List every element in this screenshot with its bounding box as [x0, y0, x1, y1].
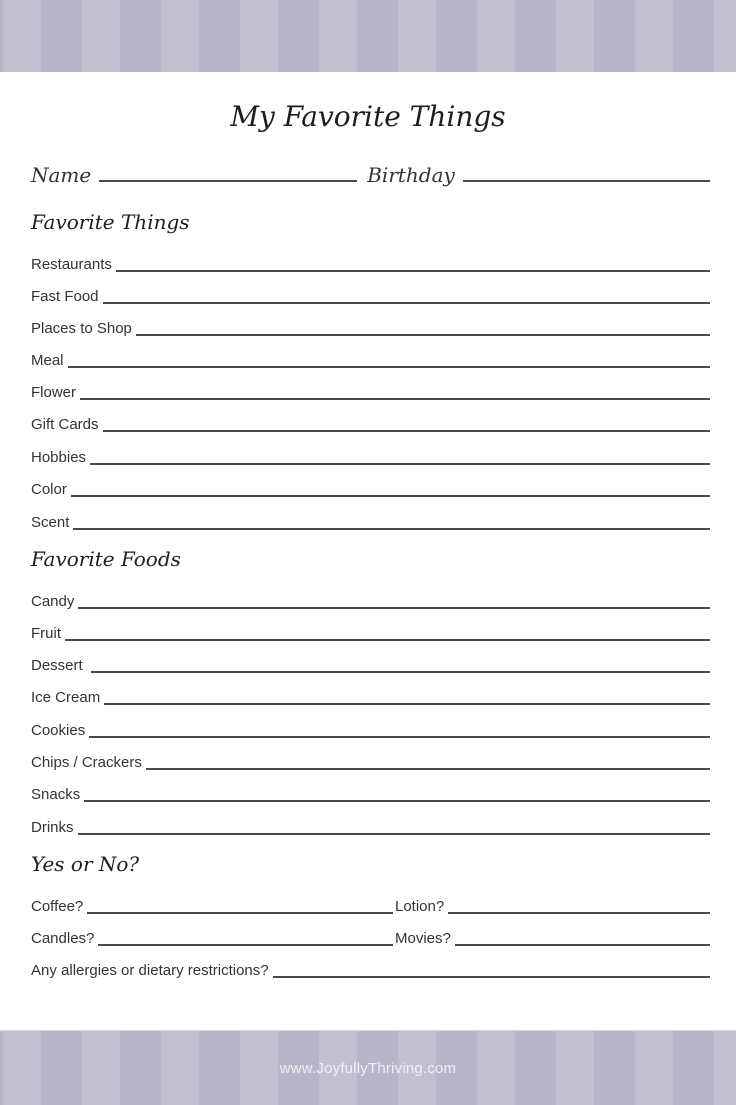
- field-label: Any allergies or dietary restrictions?: [31, 962, 269, 979]
- list-item: [31, 514, 710, 532]
- movies-field[interactable]: [455, 944, 710, 946]
- birthday-label: Birthday: [367, 163, 455, 187]
- list-item: [31, 256, 710, 274]
- field-label: Scent: [31, 514, 70, 531]
- field-label: Hobbies: [31, 449, 87, 466]
- list-item: [31, 352, 710, 370]
- field-label: Places to Shop: [31, 320, 132, 337]
- field-label: Candy: [31, 593, 75, 610]
- field-label: Movies?: [395, 930, 451, 947]
- list-item: [31, 416, 710, 434]
- field-label: Drinks: [31, 819, 74, 836]
- movies-group: [395, 930, 710, 948]
- field-label: Dessert: [31, 657, 83, 674]
- field-label: Snacks: [31, 786, 81, 803]
- chips-crackers-field[interactable]: [146, 768, 710, 770]
- list-item: [31, 689, 710, 707]
- field-label: Meal: [31, 352, 64, 369]
- field-label: Flower: [31, 384, 77, 401]
- meal-field[interactable]: [68, 366, 710, 368]
- list-item: [31, 593, 710, 611]
- gift-cards-field[interactable]: [103, 430, 710, 432]
- dessert-field[interactable]: [91, 671, 710, 673]
- field-label: Candles?: [31, 930, 95, 947]
- name-field[interactable]: [99, 180, 357, 182]
- field-label: Fruit: [31, 625, 61, 642]
- footer-website-url: www.JoyfullyThriving.com: [279, 1060, 457, 1077]
- candles-field[interactable]: [98, 944, 393, 946]
- yes-or-no-heading: Yes or No?: [31, 852, 140, 876]
- field-label: Lotion?: [395, 898, 445, 915]
- list-item: [31, 754, 710, 772]
- list-item: [31, 384, 710, 402]
- ice-cream-field[interactable]: [104, 703, 710, 705]
- yes-no-row: [31, 930, 710, 948]
- list-item: [31, 449, 710, 467]
- fast-food-field[interactable]: [103, 302, 710, 304]
- field-label: Fast Food: [31, 288, 99, 305]
- field-label: Color: [31, 481, 67, 498]
- color-field[interactable]: [71, 495, 710, 497]
- snacks-field[interactable]: [84, 800, 710, 802]
- list-item: [31, 288, 710, 306]
- field-label: Chips / Crackers: [31, 754, 142, 771]
- coffee-group: [31, 898, 395, 916]
- list-item: [31, 722, 710, 740]
- header-stripe-band: [0, 0, 736, 72]
- field-label: Coffee?: [31, 898, 84, 915]
- fruit-field[interactable]: [65, 639, 710, 641]
- name-birthday-row: [31, 163, 710, 187]
- coffee-field[interactable]: [87, 912, 393, 914]
- hobbies-field[interactable]: [90, 463, 710, 465]
- candles-group: [31, 930, 395, 948]
- allergies-field[interactable]: [273, 976, 710, 978]
- favorite-foods-heading: Favorite Foods: [31, 547, 181, 571]
- field-label: Cookies: [31, 722, 86, 739]
- lotion-group: [395, 898, 710, 916]
- flower-field[interactable]: [80, 398, 710, 400]
- name-label: Name: [31, 163, 92, 187]
- allergies-row: [31, 962, 710, 980]
- yes-no-row: [31, 898, 710, 916]
- list-item: [31, 657, 710, 675]
- field-label: Gift Cards: [31, 416, 99, 433]
- drinks-field[interactable]: [78, 833, 710, 835]
- birthday-field[interactable]: [463, 180, 710, 182]
- scent-field[interactable]: [73, 528, 710, 530]
- restaurants-field[interactable]: [116, 270, 710, 272]
- field-label: Ice Cream: [31, 689, 101, 706]
- list-item: [31, 320, 710, 338]
- places-to-shop-field[interactable]: [136, 334, 710, 336]
- candy-field[interactable]: [78, 607, 710, 609]
- favorite-things-heading: Favorite Things: [31, 210, 190, 234]
- field-label: Restaurants: [31, 256, 112, 273]
- list-item: [31, 481, 710, 499]
- lotion-field[interactable]: [448, 912, 710, 914]
- list-item: [31, 625, 710, 643]
- cookies-field[interactable]: [89, 736, 710, 738]
- list-item: [31, 819, 710, 837]
- list-item: [31, 786, 710, 804]
- page-title: My Favorite Things: [230, 100, 506, 133]
